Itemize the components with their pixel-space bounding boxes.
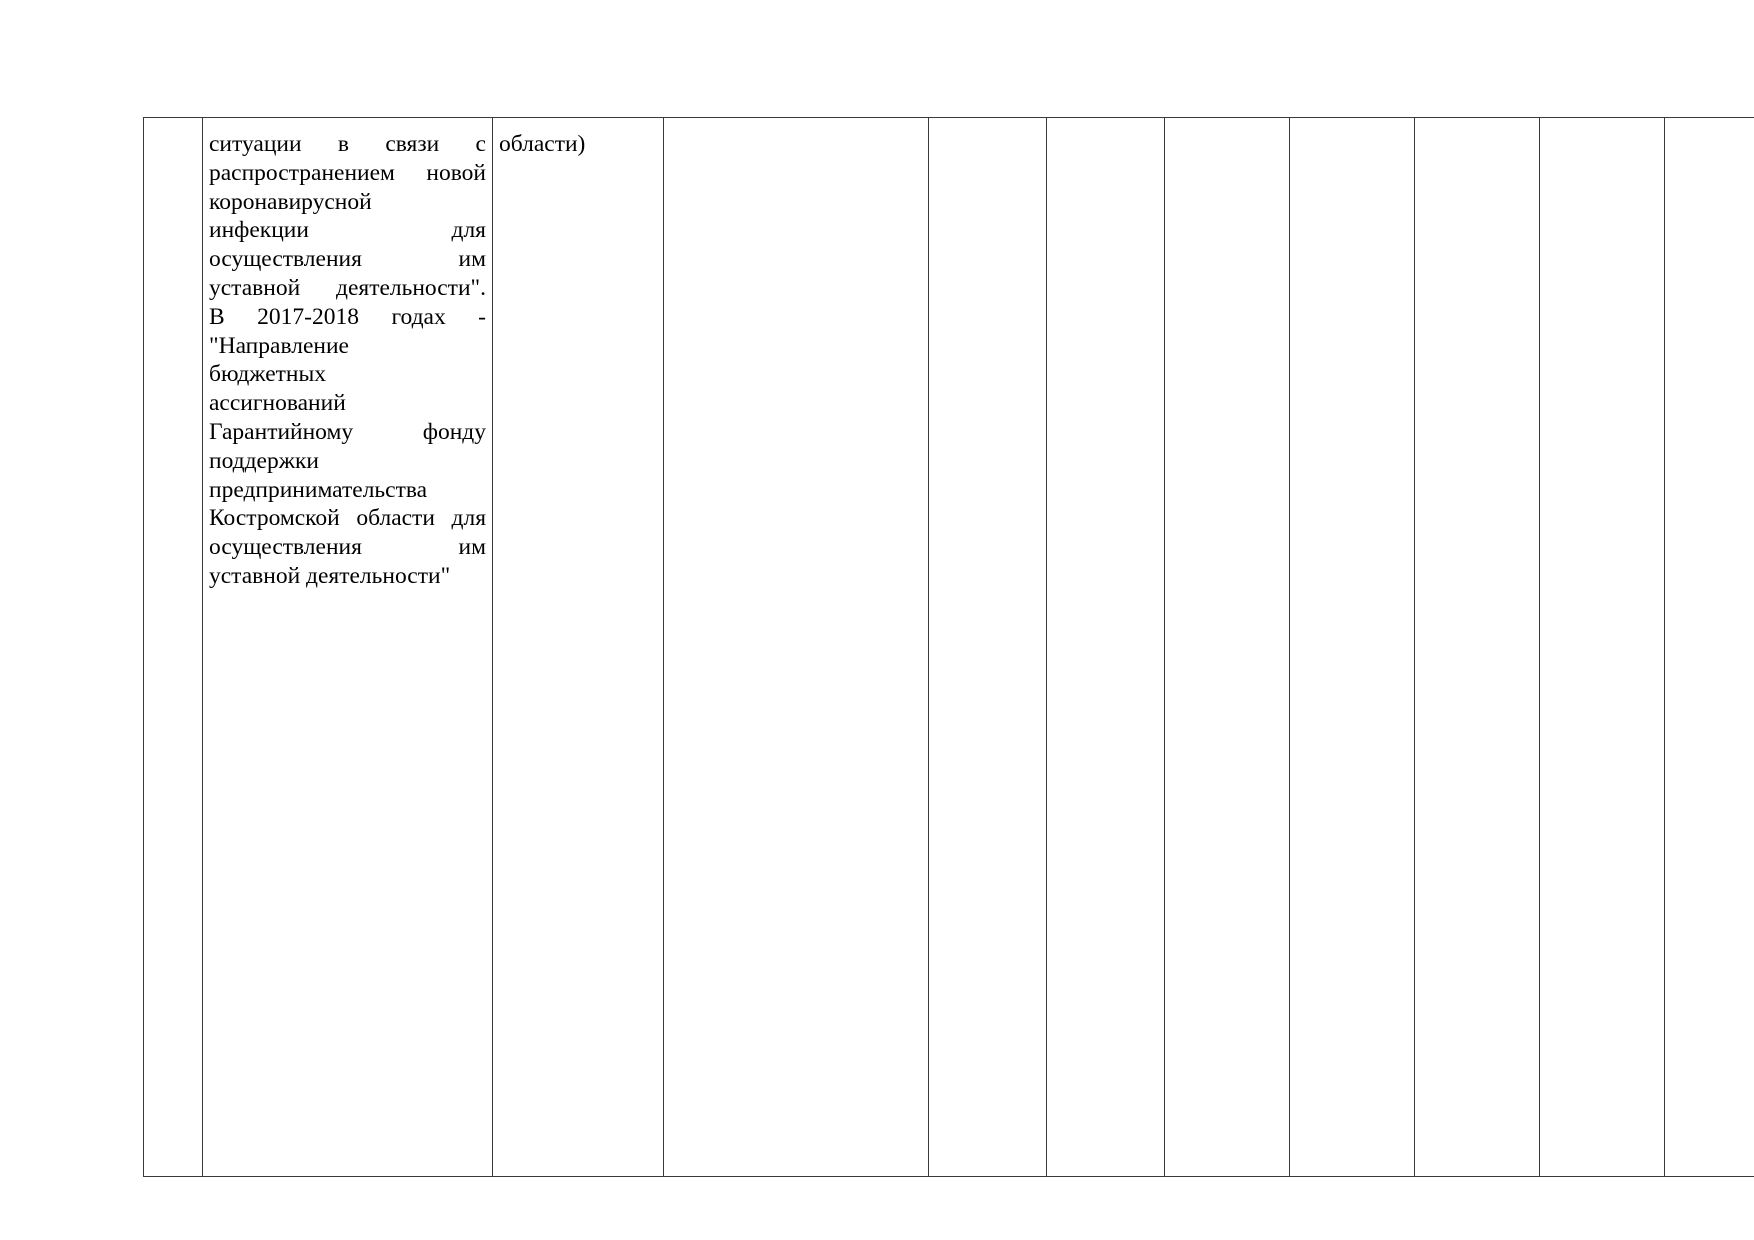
- cell-empty: [1665, 118, 1754, 1177]
- text-line: предпринимательства: [209, 476, 428, 503]
- cell-empty: [1415, 118, 1540, 1177]
- cell-empty: [929, 118, 1047, 1177]
- text-line: бюджетных: [209, 361, 327, 388]
- text-line: ситуации в связи с: [209, 131, 486, 157]
- text-line: осуществления им: [209, 534, 486, 561]
- text-line: Гарантийному фонду: [209, 418, 486, 445]
- table-row: [144, 118, 1754, 1177]
- cell-executor: [493, 118, 664, 1177]
- cell-number: [144, 118, 203, 1177]
- text-line: осуществления им: [209, 246, 486, 273]
- text-line: ассигнований: [209, 390, 346, 417]
- data-table: [143, 117, 1754, 1177]
- text-line: распространением новой: [209, 159, 486, 186]
- cell-name: [203, 118, 493, 1177]
- text-line: поддержки: [209, 447, 319, 474]
- cell-empty: [1165, 118, 1290, 1177]
- cell-empty: [1047, 118, 1165, 1177]
- cell-empty: [1540, 118, 1665, 1177]
- text-line: коронавирусной: [209, 188, 372, 215]
- text-line: В 2017-2018 годах -: [209, 303, 486, 330]
- text-line: Костромской области для: [209, 505, 486, 532]
- cell-empty: [1290, 118, 1415, 1177]
- cell-name-text: [203, 118, 492, 591]
- cell-empty: [664, 118, 929, 1177]
- text-line: инфекции для: [209, 217, 486, 244]
- text-line: "Направление: [209, 332, 349, 359]
- text-line: уставной деятельности": [209, 562, 451, 589]
- text-line: уставной деятельности".: [209, 274, 486, 301]
- cell-executor-text: области): [499, 131, 586, 157]
